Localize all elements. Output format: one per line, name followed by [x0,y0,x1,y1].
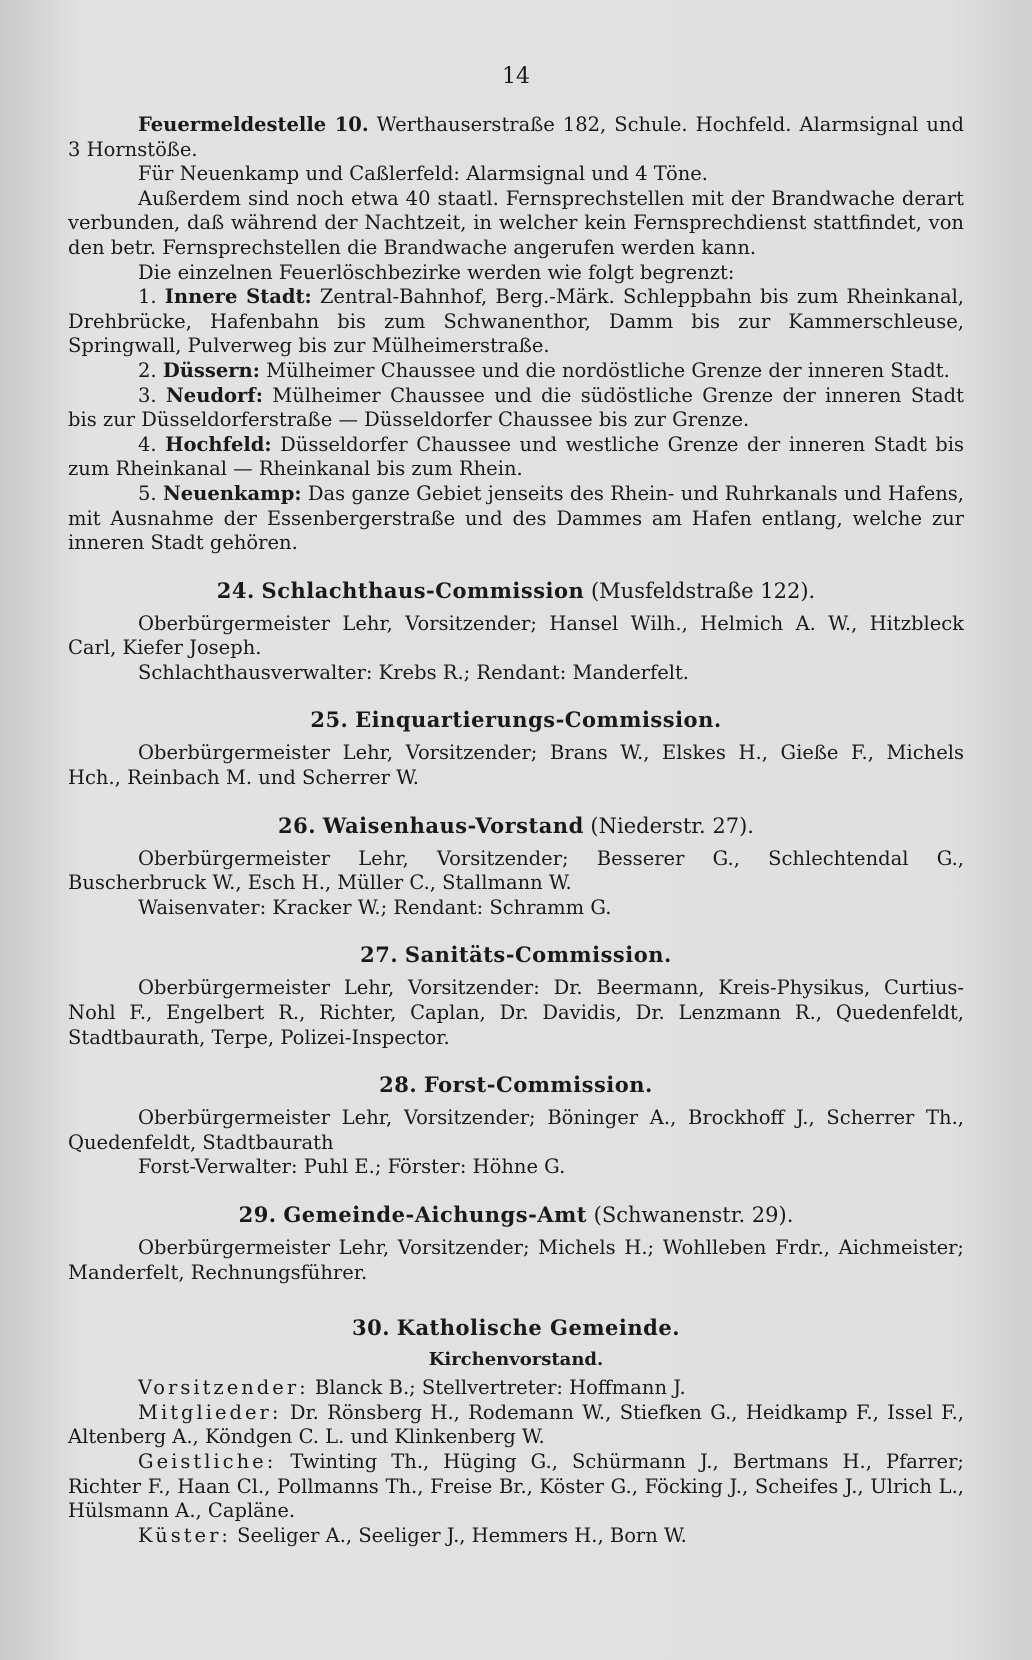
section-title: Katholische Gemeinde. [396,1315,681,1341]
district-item [68,482,964,556]
section-line: Oberbürgermeister Lehr, Vorsitzender; Hansel Wilh., Helmich A. W., Hitzbleck Carl, Kiefer Joseph. [68,611,964,660]
district-number: 4. [138,432,157,456]
district-number: 1. [138,285,157,309]
telephone-paragraph: Außerdem sind noch etwa 40 staatl. Fernsprechstellen mit der Brandwache derart verbunden, daß während der Nachtzeit, in welcher kein Fernsprechdienst stattfindet, von den betr. Fernsprechstellen die Brandwache angerufen werden kann. [68,186,964,259]
section-line: Waisenvater: Kracker W.; Rendant: Schramm G. [138,895,612,919]
entry-text: Twinting Th., Hüging G., Schürmann J., Bertmans H., Pfarrer; Richter F., Haan Cl., Pollmanns Th., Freise Br., Köster G., Föcking J., Scheifes J., Ulrich L., Hülsmann A., Capläne. [68,1449,964,1523]
district-item [68,433,964,482]
section-subtitle: Kirchenvorstand. [428,1349,604,1371]
district-text: Zentral-Bahnhof, Berg.-Märk. Schleppbahn bis zum Rheinkanal, Drehbrücke, Hafenbahn bis zum Schwanenthor, Damm bis zur Kammerschleuse, Springwall, Pulverweg bis zur Mülheimerstraße. [68,285,964,358]
section-heading [68,1202,964,1228]
entry-text: Blanck B.; Stellvertreter: Hoffmann J. [308,1376,686,1400]
section30-entry [68,1401,964,1450]
section-number: 29. [238,1202,277,1227]
district-name: Düssern: [162,358,260,382]
section-number: 27. [360,942,399,968]
section-note: (Schwanenstr. 29). [587,1203,794,1227]
section-line: Oberbürgermeister Lehr, Vorsitzender; Michels H.; Wohlleben Frdr., Aichmeister; Manderfelt, Rechnungsführer. [68,1236,964,1284]
section-title: Waisenhaus-Vorstand [322,812,584,838]
section-title: Sanitäts-Commission. [404,942,672,968]
section-heading [68,813,964,839]
entry-label: Geistliche: [138,1449,277,1473]
district-name: Neudorf: [165,383,263,407]
section30-entry [68,1450,964,1524]
district-number: 3. [138,383,157,407]
fire-station-text: Werthauserstraße 182, Schule. Hochfeld. Alarmsignal und 3 Hornstöße. [68,113,964,161]
district-item [68,384,964,433]
section30-entry [68,1524,964,1549]
section-heading [68,578,964,604]
section-line: Oberbürgermeister Lehr, Vorsitzender; Böninger A., Brockhoff J., Scherrer Th., Quedenfeldt, Stadtbaurath [68,1106,964,1154]
district-name: Neuenkamp: [162,481,302,505]
fire-station-paragraph [68,113,964,162]
section-line: Forst-Verwalter: Puhl E.; Förster: Höhne G. [138,1155,566,1179]
districts-intro: Die einzelnen Feuerlöschbezirke werden wie folgt begrenzt: [138,260,735,284]
section-note: (Niederstr. 27). [583,813,754,838]
section-number: 25. [310,707,349,733]
entry-label: Vorsitzender: [138,1376,309,1400]
section-number: 26. [278,812,317,838]
section-heading [68,1072,964,1098]
district-text: Das ganze Gebiet jenseits des Rhein- und Ruhrkanals und Hafens, mit Ausnahme der Essenbergerstraße und des Dammes am Hafen entlang, welche zur inneren Stadt gehören. [68,481,964,555]
entry-text: Dr. Rönsberg H., Rodemann W., Stiefken G., Heidkamp F., Issel F., Altenberg A., Köndgen C. L. und Klinkenberg W. [68,1400,964,1449]
section-number: 30. [351,1315,391,1341]
section30-entry [68,1376,964,1401]
district-text: Mülheimer Chaussee und die nordöstliche Grenze der inneren Stadt. [259,358,950,382]
section-title: Gemeinde-Aichungs-Amt [283,1202,587,1227]
section-line: Oberbürgermeister Lehr, Vorsitzender; Brans W., Elskes H., Gieße F., Michels Hch., Reinbach M. und Scherrer W. [68,741,964,790]
neuenkamp-paragraph: Für Neuenkamp und Caßlerfeld: Alarmsignal und 4 Töne. [138,162,708,186]
section-line: Schlachthausverwalter: Krebs R.; Rendant: Manderfelt. [138,660,690,684]
entry-label: Küster: [138,1523,231,1547]
entry-text: Seeliger A., Seeliger J., Hemmers H., Born W. [230,1523,687,1547]
section-line: Oberbürgermeister Lehr, Vorsitzender: Dr. Beermann, Kreis-Physikus, Curtius-Nohl F., Engelbert R., Richter, Caplan, Dr. Davidis, Dr. Lenzmann R., Quedenfeldt, Stadtbaurath, Terpe, Polizei-Inspector. [68,976,964,1049]
district-item [68,359,964,384]
district-text: Düsseldorfer Chaussee und westliche Grenze der inneren Stadt bis zum Rheinkanal — Rheinkanal bis zum Rhein. [68,432,964,481]
page-number: 14 [502,64,530,89]
section-title: Einquartierungs-Commission. [355,707,722,733]
district-text: Mülheimer Chaussee und die südöstliche Grenze der inneren Stadt bis zur Düsseldorferstraße — Düsseldorfer Chaussee bis zur Grenze. [68,383,964,432]
fire-station-label: Feuermeldestelle 10. [138,113,369,136]
district-number: 2. [138,358,157,382]
entry-label: Mitglieder: [138,1400,282,1424]
section-heading [68,707,964,733]
district-name: Hochfeld: [165,432,272,456]
section-number: 24. [216,577,255,603]
district-number: 5. [138,481,157,505]
section-title: Forst-Commission. [423,1072,653,1098]
section-title: Schlachthaus-Commission [261,577,585,603]
district-item [68,285,964,359]
section-heading [68,942,964,968]
section-note: (Musfeldstraße 122). [584,578,816,603]
section-heading [68,1315,964,1341]
district-name: Innere Stadt: [164,285,312,309]
section-number: 28. [379,1072,418,1098]
section-line: Oberbürgermeister Lehr, Vorsitzender; Besserer G., Schlechtendal G., Buscherbruck W., Esch H., Müller C., Stallmann W. [68,846,964,895]
